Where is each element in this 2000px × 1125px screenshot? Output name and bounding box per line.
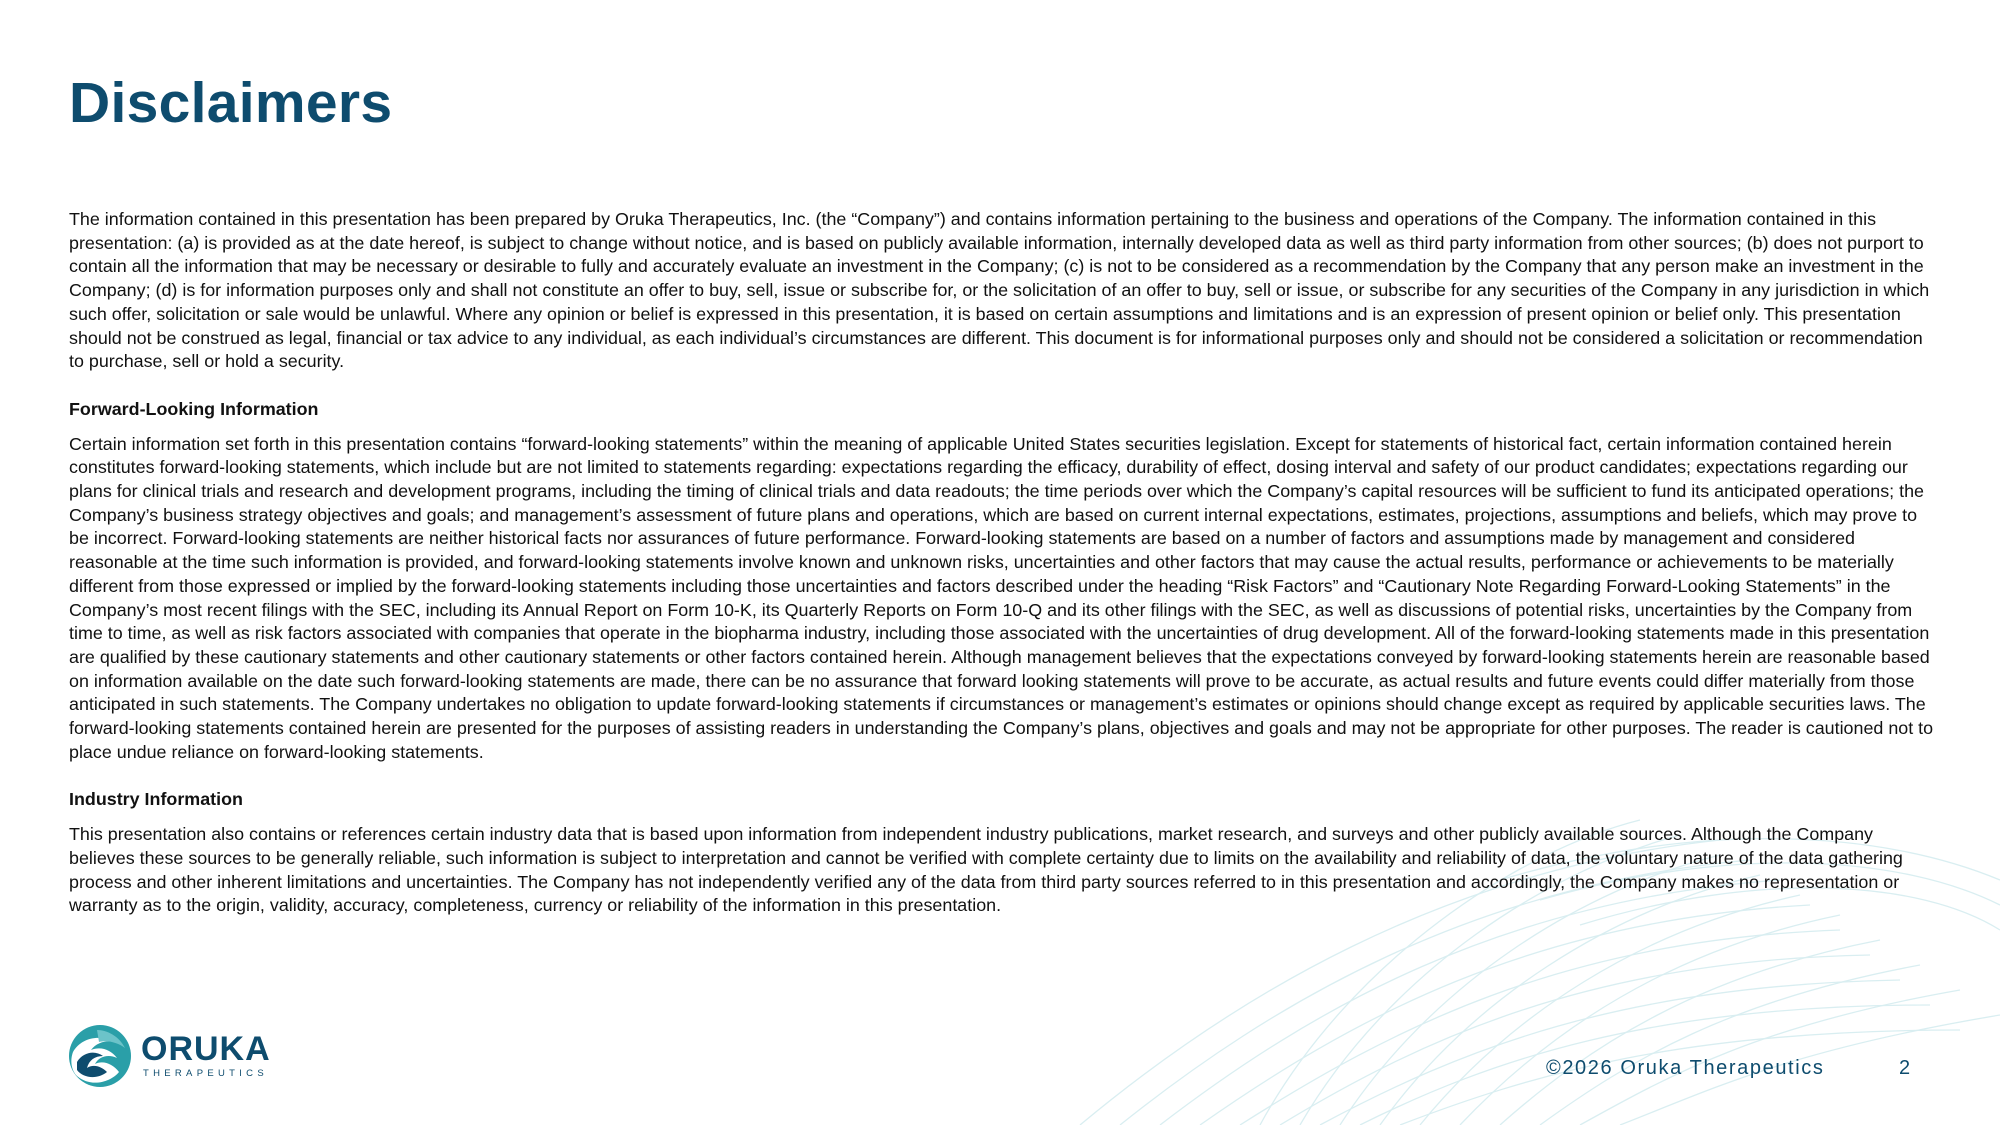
forward-looking-paragraph: Certain information set forth in this presentation contains “forward-looking statements” within the meaning of applicable United States securities legislation. Except for statements of historical fact, certain information contained herein constitutes forward-looking statements, which include but are not limited to statements regarding: expectations regarding the efficacy, durability of effect, dosing interval and safety of our product candidates; expectations regarding our plans for clinical trials and research and development programs, including the timing of clinical trials and data readouts; the time periods over which the Company’s capital resources will be sufficient to fund its anticipated operations; the Company’s business strategy objectives and goals; and management’s assessment of future plans and operations, which are based on current internal expectations, estimates, projections, assumptions and beliefs, which may prove to be incorrect. Forward-looking statements are neither historical facts nor assurances of future performance. Forward-looking statements are based on a number of factors and assumptions made by management and considered reasonable at the time such information is provided, and forward-looking statements involve known and unknown risks, uncertainties and other factors that may cause the actual results, performance or achievements to be materially different from those expressed or implied by the forward-looking statements including those uncertainties and factors described under the heading “Risk Factors” and “Cautionary Note Regarding Forward-Looking Statements” in the Company’s most recent filings with the SEC, including its Annual Report on Form 10-K, its Quarterly Reports on Form 10-Q and its other filings with the SEC, as well as discussions of potential risks, uncertainties by the Company from time to time, as well as risk factors associated with companies that operate in the biopharma industry, including those associated with the uncertainties of drug development. All of the forward-looking statements made in this presentation are qualified by these cautionary statements and other cautionary statements or other factors contained herein. Although management believes that the expectations conveyed by forward-looking statements herein are reasonable based on information available on the date such forward-looking statements are made, there can be no assurance that forward looking statements will prove to be accurate, as actual results and future events could differ materially from those anticipated in such statements. The Company undertakes no obligation to update forward-looking statements if circumstances or management’s estimates or opinions should change except as required by applicable securities laws. The forward-looking statements contained herein are presented for the purposes of assisting readers in understanding the Company’s plans, objectives and goals and may not be appropriate for other purposes. The reader is cautioned not to place undue reliance on forward-looking statements. bbox=[69, 433, 1934, 762]
logo-subtitle: THERAPEUTICS bbox=[143, 1068, 268, 1079]
page-number: 2 bbox=[1899, 1057, 1911, 1079]
industry-paragraph: This presentation also contains or references certain industry data that is based upon information from independent industry publications, market research, and surveys and other publicly available sources. Although the Company believes these sources to be generally reliable, such information is subject to interpretation and cannot be verified with complete certainty due to limits on the availability and reliability of data, the voluntary nature of the data gathering process and other inherent limitations and uncertainties. The Company has not independently verified any of the data from third party sources referred to in this presentation and accordingly, the Company makes no representation or warranty as to the origin, validity, accuracy, completeness, currency or reliability of the information in this presentation. bbox=[69, 824, 1903, 916]
disclaimer-content bbox=[69, 208, 1935, 918]
industry-heading: Industry Information bbox=[69, 789, 243, 810]
intro-paragraph: The information contained in this presentation has been prepared by Oruka Therapeutics, Inc. (the “Company”) and contains information pertaining to the business and operations of the Company. The information contained in this presentation: (a) is provided as at the date hereof, is subject to change without notice, and is based on publicly available information, internally developed data as well as third party information from other sources; (b) does not purport to contain all the information that may be necessary or desirable to fully and accurately evaluate an investment in the Company; (c) is not to be considered as a recommendation by the Company that any person make an investment in the Company; (d) is for information purposes only and shall not constitute an offer to buy, sell, issue or subscribe for, or the solicitation of an offer to buy, sell or issue, or subscribe for any securities of the Company in any jurisdiction in which such offer, solicitation or sale would be unlawful. Where any opinion or belief is expressed in this presentation, it is based on certain assumptions and limitations and is an expression of present opinion or belief only. This presentation should not be construed as legal, financial or tax advice to any individual, as each individual’s circumstances are different. This document is for informational purposes only and should not be considered a solicitation or recommendation to purchase, sell or hold a security. bbox=[69, 209, 1930, 372]
forward-looking-heading: Forward-Looking Information bbox=[69, 398, 319, 419]
copyright-text: ©2026 Oruka Therapeutics bbox=[1546, 1057, 1825, 1079]
page-title: Disclaimers bbox=[69, 71, 393, 135]
logo-wordmark: ORUKA bbox=[141, 1030, 271, 1068]
